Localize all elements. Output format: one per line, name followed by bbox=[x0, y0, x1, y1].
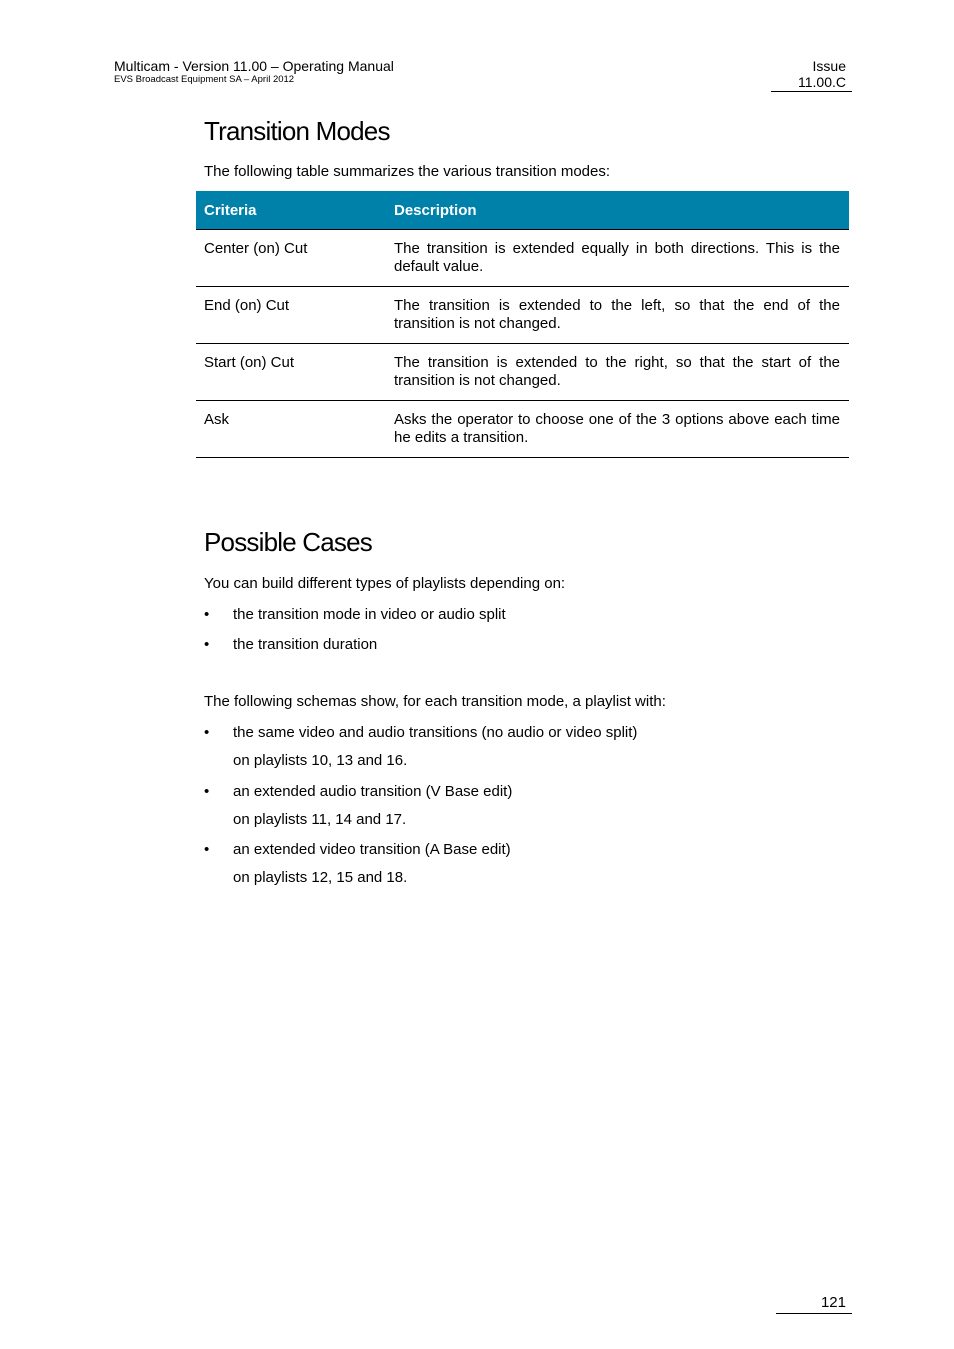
list-item-text: the transition mode in video or audio split bbox=[233, 606, 506, 623]
description-cell: The transition is extended to the right, so that the start of the transition is not changed. bbox=[386, 344, 849, 401]
column-header-criteria: Criteria bbox=[196, 191, 386, 230]
list-item-subtext: on playlists 10, 13 and 16. bbox=[233, 752, 408, 769]
list-item bbox=[204, 841, 637, 887]
running-header bbox=[114, 58, 394, 85]
list-item-subtext: on playlists 12, 15 and 18. bbox=[233, 869, 408, 886]
issue-value: 11.00.C bbox=[798, 74, 846, 90]
bullet-icon: • bbox=[204, 636, 210, 653]
list-item-text: the same video and audio transitions (no audio or video split) bbox=[233, 724, 638, 741]
transition-modes-table bbox=[196, 191, 849, 458]
schemas-intro: The following schemas show, for each transition mode, a playlist with: bbox=[204, 693, 666, 710]
manual-title: Multicam - Version 11.00 – Operating Manual bbox=[114, 58, 394, 74]
manual-subtitle: EVS Broadcast Equipment SA – April 2012 bbox=[114, 74, 295, 85]
section-intro: The following table summarizes the various transition modes: bbox=[204, 163, 611, 180]
section-heading-transition-modes: Transition Modes bbox=[204, 116, 390, 146]
list-item bbox=[204, 636, 506, 654]
bullet-list-criteria bbox=[204, 606, 506, 654]
section-intro: You can build different types of playlists depending on: bbox=[204, 575, 566, 592]
criteria-cell: Ask bbox=[196, 401, 386, 458]
table-row bbox=[196, 344, 849, 401]
bullet-icon: • bbox=[204, 783, 210, 800]
list-item-text: an extended video transition (A Base edit) bbox=[233, 841, 511, 858]
table-row bbox=[196, 230, 849, 287]
description-cell: Asks the operator to choose one of the 3 options above each time he edits a transition. bbox=[386, 401, 849, 458]
bullet-icon: • bbox=[204, 841, 210, 858]
page-number bbox=[776, 1294, 852, 1314]
list-item bbox=[204, 783, 637, 829]
column-header-description: Description bbox=[386, 191, 849, 230]
bullet-list-schemas bbox=[204, 724, 637, 887]
issue-label: Issue bbox=[812, 58, 846, 74]
description-cell: The transition is extended to the left, so that the end of the transition is not changed. bbox=[386, 287, 849, 344]
list-item bbox=[204, 606, 506, 624]
bullet-icon: • bbox=[204, 606, 210, 623]
criteria-cell: Start (on) Cut bbox=[196, 344, 386, 401]
list-item-subtext: on playlists 11, 14 and 17. bbox=[233, 811, 407, 828]
table-row bbox=[196, 287, 849, 344]
table-row bbox=[196, 401, 849, 458]
table-header-row bbox=[196, 191, 849, 230]
issue-block bbox=[771, 58, 852, 92]
list-item bbox=[204, 724, 637, 770]
list-item-text: the transition duration bbox=[233, 636, 378, 653]
list-item-text: an extended audio transition (V Base edit) bbox=[233, 783, 513, 800]
page-number-text: 121 bbox=[820, 1294, 846, 1311]
criteria-cell: Center (on) Cut bbox=[196, 230, 386, 287]
bullet-icon: • bbox=[204, 724, 210, 741]
criteria-cell: End (on) Cut bbox=[196, 287, 386, 344]
section-heading-possible-cases: Possible Cases bbox=[204, 527, 372, 557]
description-cell: The transition is extended equally in both directions. This is the default value. bbox=[386, 230, 849, 287]
